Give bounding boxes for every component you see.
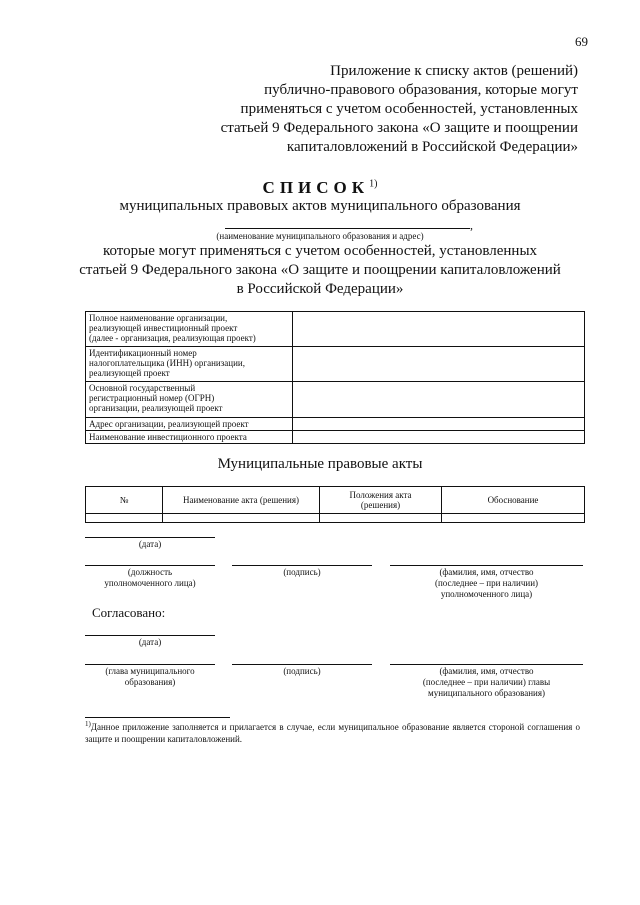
acts-heading: Муниципальные правовые акты bbox=[217, 456, 423, 472]
column-act-name: Наименование акта (решения) bbox=[163, 487, 320, 514]
table-row bbox=[86, 418, 585, 431]
acts-cell[interactable] bbox=[86, 514, 163, 523]
date-caption: (дата) bbox=[138, 539, 162, 549]
info-value-cell[interactable] bbox=[293, 347, 585, 382]
signature-caption: (подпись) bbox=[283, 567, 321, 577]
scope-line: которые могут применяться с учетом особенностей, установленных bbox=[102, 243, 538, 259]
organization-info-table bbox=[85, 311, 585, 444]
table-row bbox=[86, 347, 585, 382]
info-value-cell[interactable] bbox=[293, 312, 585, 347]
appendix-header bbox=[158, 62, 578, 157]
appendix-line: капиталовложений в Российской Федерации» bbox=[286, 139, 578, 155]
footnote bbox=[85, 718, 580, 745]
fio-line[interactable] bbox=[390, 565, 583, 566]
position-line[interactable] bbox=[85, 565, 215, 566]
scope-line: статьей 9 Федерального закона «О защите и поощрении капиталовложений bbox=[79, 262, 561, 278]
info-label: Адрес организации, реализующей проект bbox=[86, 418, 293, 431]
position-line[interactable] bbox=[85, 664, 215, 665]
page-number: 69 bbox=[575, 34, 588, 49]
fio-caption: (фамилия, имя, отчество (последнее – при наличии) уполномоченного лица) bbox=[434, 567, 539, 599]
document-subtitle: муниципальных правовых актов муниципального образования bbox=[119, 198, 521, 214]
document-title bbox=[0, 178, 640, 198]
date-line[interactable] bbox=[85, 635, 215, 636]
footnote-text: Данное приложение заполняется и прилагается в случае, если муниципальное образование является стороной соглашения о защите и поощрении капиталовложений. bbox=[85, 722, 580, 744]
fill-line-comma: , bbox=[470, 218, 473, 232]
info-value-cell[interactable] bbox=[293, 382, 585, 418]
date-line[interactable] bbox=[85, 537, 215, 538]
appendix-line: публично-правового образования, которые могут bbox=[264, 82, 578, 98]
info-label: Идентификационный номер налогоплательщика (ИНН) организации, реализующей проект bbox=[86, 347, 293, 382]
info-label: Наименование инвестиционного проекта bbox=[86, 431, 293, 444]
title-footnote-mark: 1) bbox=[369, 178, 378, 190]
acts-cell[interactable] bbox=[163, 514, 320, 523]
column-act-provisions: Положения акта (решения) bbox=[320, 487, 442, 514]
position-caption: (должность уполномоченного лица) bbox=[104, 567, 196, 588]
position-caption: (глава муниципального образования) bbox=[105, 666, 195, 687]
info-label: Основной государственный регистрационный номер (ОГРН) организации, реализующей проект bbox=[86, 382, 293, 418]
municipality-name-hint: (наименование муниципального образования и адрес) bbox=[216, 231, 424, 241]
appendix-line: статьей 9 Федерального закона «О защите и поощрении bbox=[220, 120, 578, 136]
table-row bbox=[86, 382, 585, 418]
acts-cell[interactable] bbox=[320, 514, 442, 523]
signature-line[interactable] bbox=[232, 565, 372, 566]
document-scope bbox=[0, 242, 640, 299]
title-text: СПИСОК bbox=[262, 178, 370, 197]
scope-line: в Российской Федерации» bbox=[236, 281, 404, 297]
table-row bbox=[86, 431, 585, 444]
info-value-cell[interactable] bbox=[293, 431, 585, 444]
info-value-cell[interactable] bbox=[293, 418, 585, 431]
column-justification: Обоснование bbox=[442, 487, 585, 514]
info-label: Полное наименование организации, реализующей инвестиционный проект (далее - организация, реализующая проект) bbox=[86, 312, 293, 347]
acts-header-row bbox=[86, 487, 585, 514]
appendix-line: Приложение к списку актов (решений) bbox=[330, 63, 578, 79]
municipality-fill-line bbox=[225, 228, 470, 229]
signature-line[interactable] bbox=[232, 664, 372, 665]
acts-cell[interactable] bbox=[442, 514, 585, 523]
acts-table bbox=[85, 486, 585, 523]
table-row bbox=[86, 312, 585, 347]
appendix-line: применяться с учетом особенностей, установленных bbox=[240, 101, 578, 117]
signature-caption: (подпись) bbox=[283, 666, 321, 676]
footnote-mark: 1) bbox=[85, 720, 91, 728]
fio-caption: (фамилия, имя, отчество (последнее – при наличии) главы муниципального образования) bbox=[422, 666, 551, 698]
date-caption: (дата) bbox=[138, 637, 162, 647]
agreed-label: Согласовано: bbox=[92, 605, 166, 620]
column-number: № bbox=[86, 487, 163, 514]
table-row bbox=[86, 514, 585, 523]
fio-line[interactable] bbox=[390, 664, 583, 665]
